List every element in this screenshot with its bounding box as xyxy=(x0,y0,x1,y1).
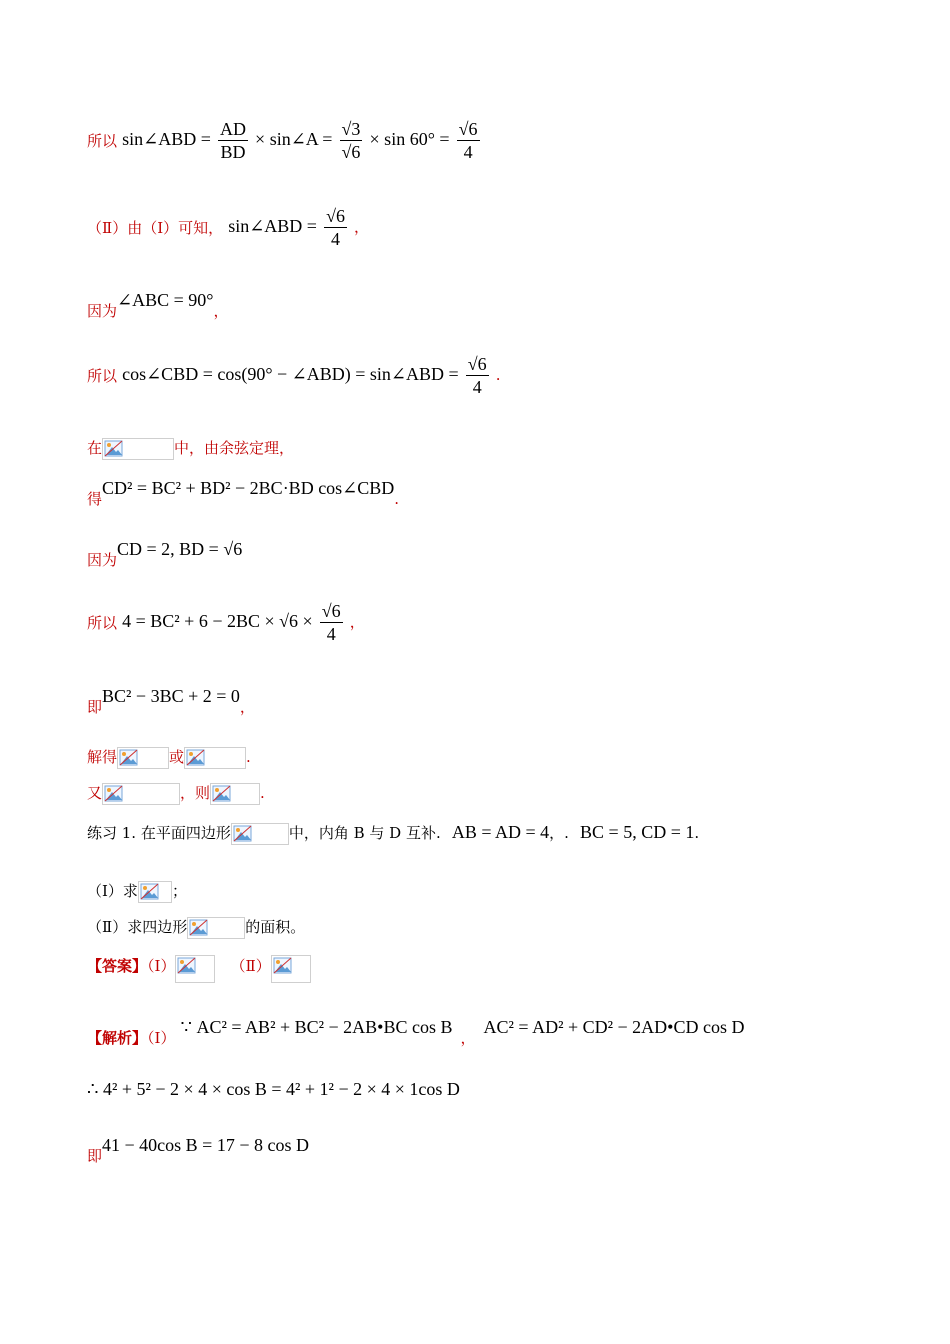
fraction: $\frac{√6}{4}$ xyxy=(467,354,487,397)
fraction: $\frac{√6}{4}$ xyxy=(326,206,345,249)
fraction: $\frac{√3}{√6}$ xyxy=(341,119,361,162)
broken-image-icon xyxy=(210,783,260,805)
question-part-1: （Ⅰ）求 ； xyxy=(87,880,187,903)
broken-image-icon xyxy=(117,747,169,769)
broken-image-icon xyxy=(231,823,289,845)
solution-line-2: ∴ 4² + 5² − 2 × 4 × cos B = 4² + 1² − 2 × 4 × 1cos D xyxy=(87,1079,460,1099)
formula-line-10: 解得 或 . xyxy=(87,746,251,769)
formula-line-5: 在 中，由余弦定理， xyxy=(87,437,294,460)
fraction: $\frac{√6}{4}$ xyxy=(458,119,478,162)
formula-line-11: 又 ，则 . xyxy=(87,782,265,805)
broken-image-icon xyxy=(175,955,215,983)
broken-image-icon xyxy=(102,438,174,460)
fraction: $\frac{AD}{BD}$ xyxy=(219,119,246,162)
exercise-question: 练习 1. 在平面四边形 中，内角 B 与 D 互补. AB = AD = 4，. BC = 5, CD = 1. xyxy=(87,822,699,845)
broken-image-icon xyxy=(102,783,180,805)
broken-image-icon xyxy=(138,881,172,903)
formula-line-7: 因为CD = 2, BD = √6 xyxy=(87,539,243,569)
formula-line-9: 即BC² − 3BC + 2 = 0， xyxy=(87,686,255,716)
formula-line-8: 所以 4 = BC² + 6 − 2BC × √6 × $\frac{√6}{4}$ ， xyxy=(87,601,365,644)
formula-line-2: （Ⅱ）由（Ⅰ）可知， sin∠ABD = $\frac{√6}{4}$ ， xyxy=(87,206,370,249)
fraction: $\frac{√6}{4}$ xyxy=(321,601,341,644)
formula-line-3: 因为∠ABC = 90°， xyxy=(87,290,229,320)
question-part-2: （Ⅱ）求四边形 的面积。 xyxy=(87,916,305,939)
solution-line-3: 即41 − 40cos B = 17 − 8 cos D xyxy=(87,1135,309,1165)
broken-image-icon xyxy=(184,747,246,769)
formula-line-1: 所以 sin∠ABD = $\frac{AD}{BD}$ × sin∠A = $\frac{√3}{√6}$ × sin 60° = $\frac{√6}{4}$ xyxy=(87,119,478,162)
broken-image-icon xyxy=(187,917,245,939)
formula-line-6: 得CD² = BC² + BD² − 2BC·BD cos∠CBD. xyxy=(87,478,400,508)
broken-image-icon xyxy=(271,955,311,983)
solution-line-1: 【解析】（Ⅰ） ∵ AC² = AB² + BC² − 2AB•BC cos B，AC² = AD² + CD² − 2AD•CD cos D xyxy=(87,1017,745,1047)
formula-line-4: 所以 cos∠CBD = cos(90° − ∠ABD) = sin∠ABD = $\frac{√6}{4}$ . xyxy=(87,354,501,397)
answer-line: 【答案】（Ⅰ） （Ⅱ） xyxy=(87,955,311,983)
